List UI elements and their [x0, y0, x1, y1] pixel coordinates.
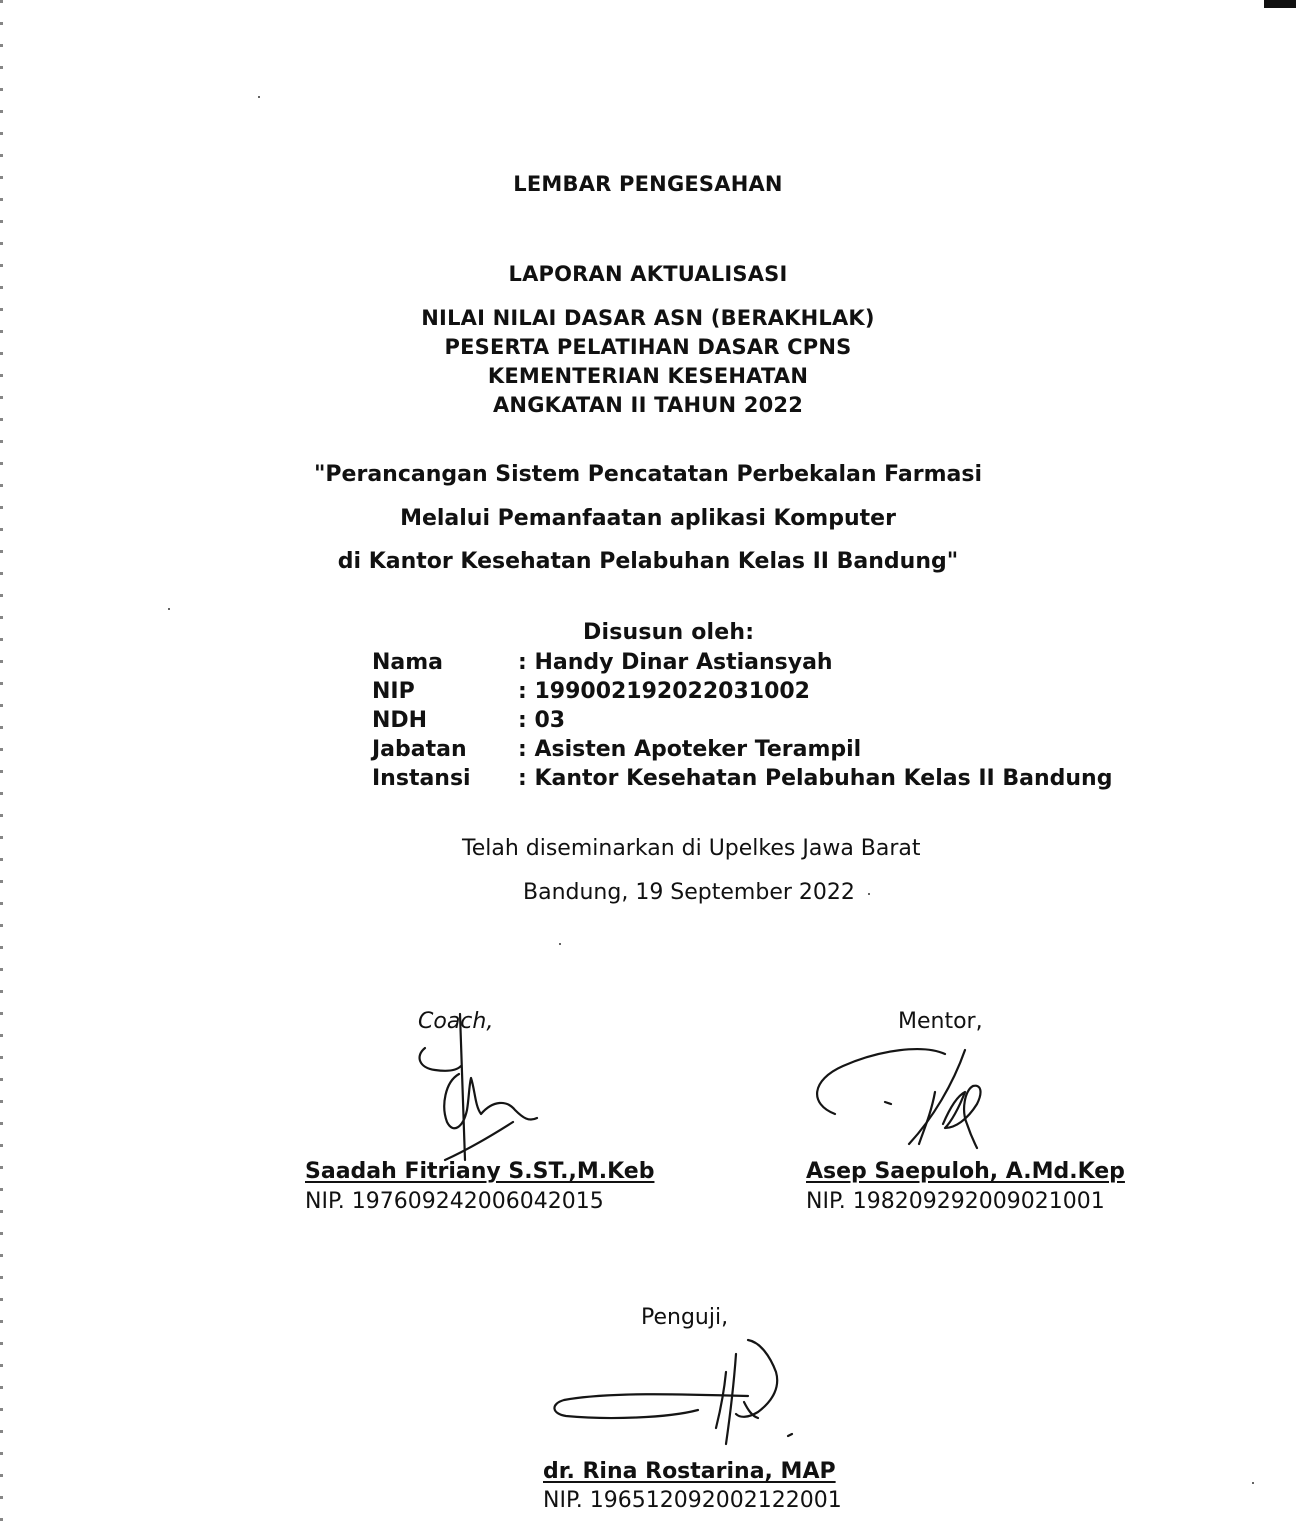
coach-signature: [405, 1010, 555, 1180]
report-line: NILAI NILAI DASAR ASN (BERAKHLAK): [421, 306, 875, 330]
author-row-instansi: [372, 764, 1112, 793]
author-heading: Disusun oleh:: [583, 620, 755, 645]
page-heading: LEMBAR PENGESAHAN: [513, 172, 783, 196]
field-label: NIP: [372, 679, 415, 704]
report-line: ANGKATAN II TAHUN 2022: [492, 393, 804, 417]
field-label: Jabatan: [372, 737, 467, 762]
examiner-nip: NIP. 196512092002122001: [543, 1488, 842, 1513]
place-date: Bandung, 19 September 2022: [523, 880, 855, 905]
scan-corner-mark: [1264, 0, 1296, 8]
field-value: : 03: [518, 708, 566, 733]
field-value: : Kantor Kesehatan Pelabuhan Kelas II Bandung: [518, 766, 1113, 791]
report-line: KEMENTERIAN KESEHATAN: [487, 364, 809, 388]
examiner-role: Penguji,: [641, 1305, 729, 1330]
scan-speck: [868, 893, 870, 895]
author-row-jabatan: [372, 735, 1112, 764]
author-details: [372, 648, 1112, 793]
scan-speck: [559, 943, 561, 945]
scan-left-edge: [0, 0, 3, 1536]
field-label: Instansi: [372, 766, 471, 791]
author-row-nip: [372, 677, 1112, 706]
scan-speck: [168, 608, 170, 610]
seminar-statement: Telah diseminarkan di Upelkes Jawa Barat: [462, 836, 921, 861]
author-row-ndh: [372, 706, 1112, 735]
coach-role: Coach,: [418, 1009, 494, 1034]
coach-nip: NIP. 197609242006042015: [305, 1189, 604, 1214]
field-label: Nama: [372, 650, 444, 675]
examiner-name: dr. Rina Rostarina, MAP: [543, 1459, 836, 1484]
scan-speck: [1252, 1482, 1254, 1484]
field-label: NDH: [372, 708, 428, 733]
scan-speck: [258, 96, 260, 98]
report-line: PESERTA PELATIHAN DASAR CPNS: [444, 335, 852, 359]
mentor-name: Asep Saepuloh, A.Md.Kep: [806, 1159, 1125, 1184]
author-row-nama: [372, 648, 1112, 677]
report-title-line: "Perancangan Sistem Pencatatan Perbekalan Farmasi: [313, 462, 983, 487]
field-value: : Asisten Apoteker Terampil: [518, 737, 862, 762]
coach-name: Saadah Fitriany S.ST.,M.Keb: [305, 1159, 655, 1184]
examiner-signature: [548, 1332, 808, 1452]
mentor-role: Mentor,: [898, 1009, 983, 1034]
report-type: LAPORAN AKTUALISASI: [508, 262, 788, 286]
report-title-line: di Kantor Kesehatan Pelabuhan Kelas II Bandung": [337, 549, 959, 574]
field-value: : Handy Dinar Astiansyah: [518, 650, 833, 675]
report-title-line: Melalui Pemanfaatan aplikasi Komputer: [400, 506, 896, 531]
mentor-nip: NIP. 198209292009021001: [806, 1189, 1105, 1214]
mentor-signature: [805, 1040, 1005, 1160]
field-value: : 199002192022031002: [518, 679, 810, 704]
